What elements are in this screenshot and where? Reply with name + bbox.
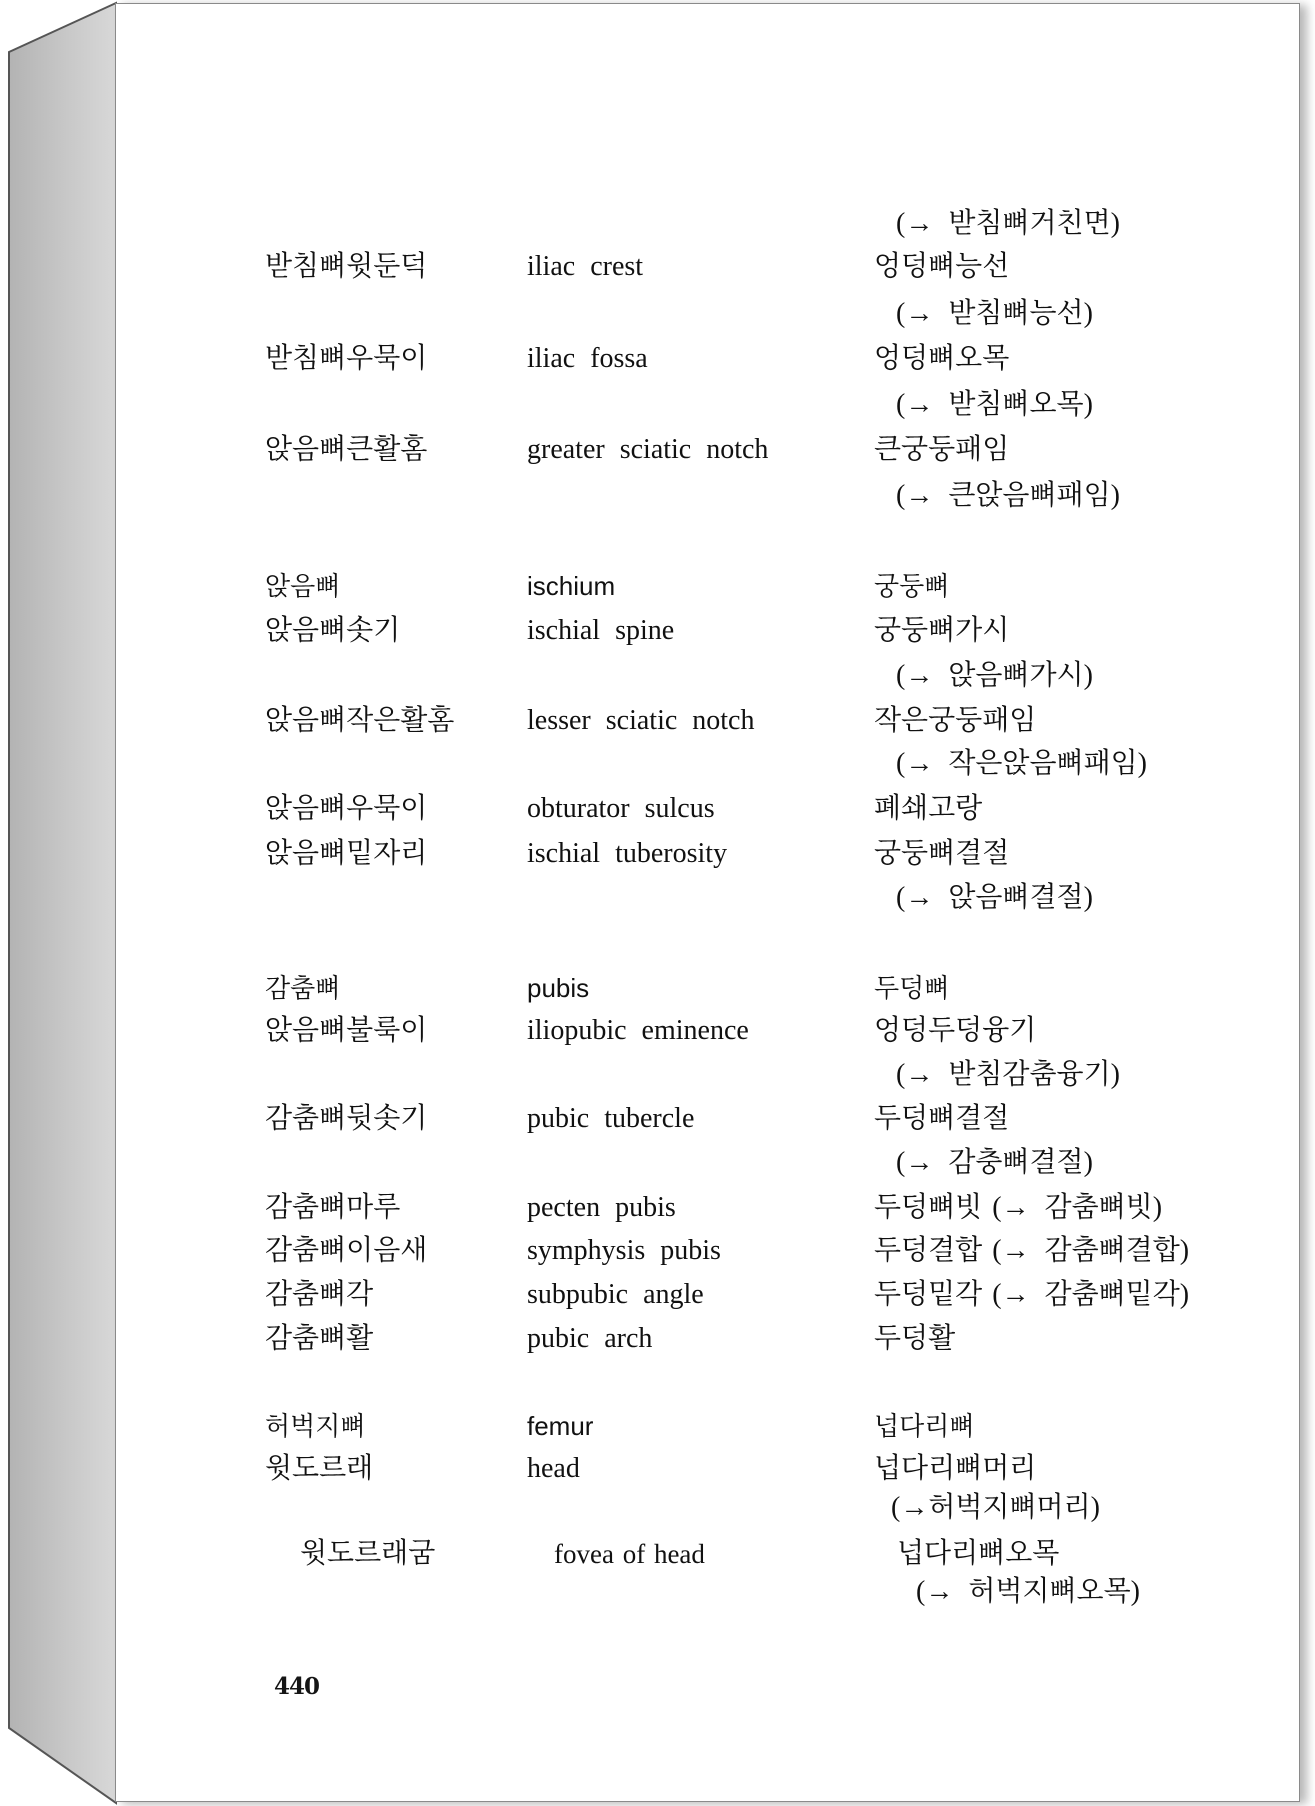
korean-term: 허벅지뼈 [265,1411,366,1441]
korean-term: 윗도르래 [265,1453,374,1484]
term-row [116,1103,1299,1135]
standard-term: 두덩밑각 [874,1279,983,1310]
standard-term: 궁둥뼈가시 [874,615,1010,646]
term-row [116,343,1299,375]
korean-term: 감춤뼈마루 [265,1192,401,1223]
term-row [116,1323,1299,1355]
standard-term: 넙다리뼈 [874,1411,975,1441]
section-heading-row [116,972,1299,1004]
standard-term: 궁둥뼈결절 [874,838,1010,869]
term-note: (→ 받침감춤융기) [896,1059,1120,1090]
standard-term: 엉덩뼈능선 [874,251,1010,282]
standard-term: 두덩활 [874,1323,956,1354]
english-term: symphysis pubis [527,1235,721,1266]
standard-term: 두덩결합 [874,1235,983,1266]
standard-term: 두덩뼈결절 [874,1103,1010,1134]
standard-term: 엉덩두덩융기 [874,1015,1037,1046]
english-term: pubis [527,973,590,1003]
standard-term-with-note [874,1192,1162,1224]
term-note: (→ 감춤뼈밑각) [992,1279,1190,1310]
standard-term: 엉덩뼈오목 [874,343,1010,374]
section-heading-row [116,1410,1299,1442]
term-row [116,1453,1299,1485]
page-number: 440 [274,1673,320,1700]
standard-term: 넙다리뼈머리 [874,1453,1037,1484]
term-note: (→허벅지뼈머리) [891,1492,1100,1523]
standard-term: 두덩뼈 [874,973,950,1003]
korean-term: 앉음뼈솟기 [265,615,401,646]
standard-term: 두덩뼈빗 [874,1192,983,1223]
english-term: iliopubic eminence [527,1015,749,1046]
standard-term: 폐쇄고랑 [874,793,983,824]
korean-term: 감춤뼈뒷솟기 [265,1103,428,1134]
korean-term: 받침뼈윗둔덕 [265,251,428,282]
term-row [116,1192,1299,1224]
term-row [116,1279,1299,1311]
english-term: pecten pubis [527,1192,676,1223]
term-row [116,615,1299,647]
term-note: (→ 앉음뼈결절) [896,882,1093,913]
korean-term: 윗도르래굼 [300,1538,436,1569]
term-note: (→ 감충뼈결절) [896,1147,1093,1178]
term-note: (→ 큰앉음뼈패임) [896,480,1120,511]
english-term: lesser sciatic notch [527,705,755,736]
english-term: ischial tuberosity [527,838,728,869]
korean-term: 감춤뼈 [265,973,341,1003]
term-row [116,838,1299,870]
english-term: iliac crest [527,251,644,282]
term-note: (→ 감춤뼈빗) [992,1192,1163,1223]
korean-term: 앉음뼈 [265,571,341,601]
standard-term-with-note [874,1235,1189,1267]
english-term: iliac fossa [527,343,648,374]
english-term: obturator sulcus [527,793,715,824]
standard-term: 큰궁둥패임 [874,434,1010,465]
section-heading-row [116,570,1299,602]
korean-term: 앉음뼈불룩이 [265,1015,428,1046]
standard-term-with-note [874,1279,1189,1311]
standard-term: 궁둥뼈 [874,571,950,601]
korean-term: 앉음뼈작은활홈 [265,705,455,736]
standard-term: 넙다리뼈오목 [897,1538,1060,1569]
term-row [116,793,1299,825]
term-note: (→ 받침뼈능선) [896,298,1093,329]
korean-term: 감춤뼈활 [265,1323,374,1354]
standard-term: 작은궁둥패임 [874,705,1037,736]
term-row [116,1015,1299,1047]
term-note: (→ 허벅지뼈오목) [916,1576,1140,1607]
term-note: (→ 감춤뼈결합) [992,1235,1190,1266]
english-term: ischial spine [527,615,675,646]
book-page [115,3,1300,1802]
term-row [116,1538,1299,1570]
korean-term: 앉음뼈큰활홈 [265,434,428,465]
term-note: (→ 앉음뼈가시) [896,660,1093,691]
english-term: greater sciatic notch [527,434,769,465]
korean-term: 받침뼈우묵이 [265,343,428,374]
english-term: ischium [527,571,616,601]
korean-term: 앉음뼈밑자리 [265,838,428,869]
carryover-note: (→ 받침뼈거친면) [896,208,1120,239]
term-row [116,705,1299,737]
english-term: pubic tubercle [527,1103,695,1134]
book-spine [0,0,120,1806]
korean-term: 감춤뼈이음새 [265,1235,428,1266]
english-term: head [527,1453,580,1484]
term-note: (→ 받침뼈오목) [896,389,1093,420]
korean-term: 앉음뼈우묵이 [265,793,428,824]
term-row [116,434,1299,466]
english-term: femur [527,1411,594,1441]
english-term: subpubic angle [527,1279,704,1310]
english-term: pubic arch [527,1323,653,1354]
term-row [116,1235,1299,1267]
term-row [116,251,1299,283]
korean-term: 감춤뼈각 [265,1279,374,1310]
english-term: fovea of head [554,1539,705,1569]
term-note: (→ 작은앉음뼈패임) [896,748,1147,779]
